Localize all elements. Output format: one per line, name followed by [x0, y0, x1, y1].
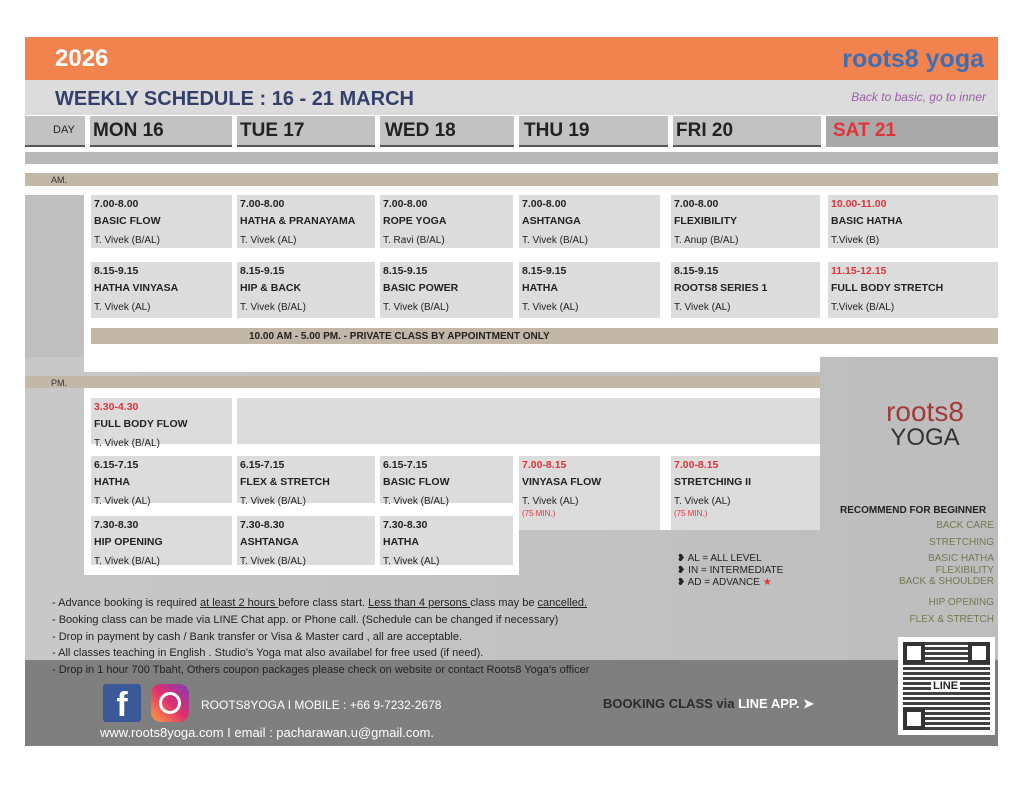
class-instructor: T. Vivek (B/AL): [94, 556, 160, 567]
class-instructor: T. Vivek (B/AL): [522, 235, 588, 246]
logo-subtext: YOGA: [890, 424, 960, 451]
class-cell: [671, 262, 820, 318]
class-cell: [671, 195, 820, 248]
recommend-title: RECOMMEND FOR BEGINNER: [840, 505, 987, 516]
recommend-item: FLEX & STRETCH: [909, 614, 994, 625]
class-name: FULL BODY STRETCH: [831, 282, 944, 294]
booking-cta[interactable]: BOOKING CLASS via LINE APP. ➤: [603, 696, 815, 711]
header-bar: [25, 37, 998, 80]
class-name: FLEXIBILITY: [674, 215, 737, 227]
class-name: VINYASA FLOW: [522, 476, 602, 488]
am-band: [25, 173, 998, 186]
class-instructor: T.Vivek (B): [831, 235, 880, 246]
day-sat: SAT 21: [833, 120, 897, 141]
roots8-logo: [870, 398, 980, 458]
day-wed: WED 18: [385, 120, 456, 141]
class-name: FULL BODY FLOW: [94, 418, 188, 430]
class-instructor: T. Vivek (B/AL): [383, 496, 449, 507]
divider-band: [25, 152, 998, 164]
brand-name: roots8 yoga: [842, 45, 984, 73]
star-icon: ★: [762, 577, 772, 588]
legend-ad: ❥ AD = ADVANCE ★: [677, 577, 772, 588]
class-time: 7.00-8.15: [674, 459, 719, 471]
rule-booking: - Advance booking is required at least 2 hours before class start. Less than 4 persons class may be cancelled.: [52, 597, 588, 609]
day-mon: MON 16: [93, 120, 164, 141]
class-time: 6.15-7.15: [240, 459, 285, 471]
class-cell: [91, 456, 232, 507]
class-instructor: T. Anup (B/AL): [674, 235, 739, 246]
class-cell: [91, 195, 232, 248]
class-time: 11.15-12.15: [831, 265, 887, 277]
rule-line: - Booking class can be made via LINE Chat app. or Phone call. (Schedule can be changed if necessary): [52, 614, 559, 626]
class-cell: [380, 262, 513, 318]
class-time: 8.15-9.15: [383, 265, 428, 277]
instagram-icon[interactable]: [151, 684, 189, 722]
class-name: ASHTANGA: [522, 215, 581, 227]
class-instructor: T. Vivek (B/AL): [240, 302, 306, 313]
class-cell: [91, 262, 232, 318]
class-time: 6.15-7.15: [383, 459, 428, 471]
class-name: ROOTS8 SERIES 1: [674, 282, 768, 294]
contact-info: ROOTS8YOGA I MOBILE : +66 9-7232-2678: [201, 698, 442, 712]
recommend-item: BACK CARE: [936, 520, 994, 531]
class-cell: [828, 195, 998, 248]
am-label: AM.: [51, 175, 68, 185]
class-duration-note: (75 MIN.): [674, 509, 708, 518]
class-name: HATHA & PRANAYAMA: [240, 215, 356, 227]
arrow-icon: ➤: [803, 696, 815, 711]
class-time: 7.00-8.00: [383, 198, 428, 210]
class-instructor: T. Vivek (AL): [94, 302, 151, 313]
class-time: 10.00-11.00: [831, 198, 887, 210]
title-bar: [25, 80, 998, 115]
pm-label: PM.: [51, 378, 68, 388]
empty-slot: [237, 398, 820, 444]
class-instructor: T. Vivek (B/AL): [240, 496, 306, 507]
legend-in: ❥ IN = INTERMEDIATE: [677, 565, 784, 576]
class-name: FLEX & STRETCH: [240, 476, 330, 488]
class-name: HATHA: [383, 536, 419, 548]
class-cell: [380, 516, 513, 565]
rule-line: - Drop in 1 hour 700 Tbaht, Others coupon packages please check on website or contact Roots8 Yoga's officer: [52, 664, 590, 676]
class-time: 7.00-8.00: [94, 198, 139, 210]
rule-line: - Drop in payment by cash / Bank transfer or Visa & Master card , all are acceptable.: [52, 631, 463, 643]
class-instructor: T. Vivek (B/AL): [240, 556, 306, 567]
class-time: 7.30-8.30: [94, 519, 139, 531]
recommend-item: STRETCHING: [929, 537, 994, 548]
website-email[interactable]: www.roots8yoga.com I email : pacharawan.u@gmail.com.: [100, 725, 435, 740]
year: 2026: [55, 45, 109, 72]
class-time: 7.00-8.00: [240, 198, 285, 210]
day-label: DAY: [53, 124, 75, 136]
class-instructor: T.Vivek (B/AL): [831, 302, 895, 313]
class-cell: [519, 262, 660, 318]
class-instructor: T. Vivek (AL): [522, 302, 579, 313]
class-cell: [519, 195, 660, 248]
class-name: HATHA: [94, 476, 130, 488]
class-instructor: T. Vivek (AL): [674, 302, 731, 313]
rule-line: - All classes teaching in English . Studio's Yoga mat also availabel for free used (if need).: [52, 647, 484, 659]
class-cell: [671, 456, 820, 530]
class-name: BASIC HATHA: [831, 215, 903, 227]
page-title: WEEKLY SCHEDULE : 16 - 21 MARCH: [55, 88, 414, 110]
line-qr-code[interactable]: [898, 637, 995, 735]
recommend-item: HIP OPENING: [928, 597, 994, 608]
class-instructor: T. Vivek (B/AL): [383, 302, 449, 313]
class-time: 7.30-8.30: [383, 519, 428, 531]
class-time: 3.30-4.30: [94, 401, 139, 413]
class-name: BASIC FLOW: [94, 215, 161, 227]
class-time: 6.15-7.15: [94, 459, 139, 471]
class-instructor: T. Vivek (AL): [94, 496, 151, 507]
class-cell: [237, 456, 375, 507]
recommend-item: FLEXIBILITY: [935, 565, 994, 576]
day-tue: TUE 17: [240, 120, 305, 141]
class-cell: [828, 262, 998, 318]
class-cell: [91, 398, 232, 449]
class-instructor: T. Vivek (AL): [383, 556, 440, 567]
class-instructor: T. Vivek (B/AL): [94, 438, 160, 449]
class-instructor: T. Ravi (B/AL): [383, 235, 445, 246]
class-instructor: T. Vivek (AL): [674, 496, 731, 507]
qr-label: LINE: [933, 680, 959, 692]
day-thu: THU 19: [524, 120, 590, 141]
class-time: 8.15-9.15: [522, 265, 567, 277]
class-cell: [519, 456, 660, 530]
class-cell: [380, 195, 513, 248]
class-instructor: T. Vivek (AL): [240, 235, 297, 246]
class-instructor: T. Vivek (B/AL): [94, 235, 160, 246]
class-name: HATHA VINYASA: [94, 282, 179, 294]
class-name: HIP & BACK: [240, 282, 302, 294]
class-time: 8.15-9.15: [240, 265, 285, 277]
recommend-item: BACK & SHOULDER: [898, 576, 994, 587]
facebook-icon[interactable]: f: [103, 684, 141, 722]
class-time: 7.30-8.30: [240, 519, 285, 531]
recommend-item: BASIC HATHA: [928, 553, 994, 564]
class-instructor: T. Vivek (AL): [522, 496, 579, 507]
private-class-banner: 10.00 AM - 5.00 PM. - PRIVATE CLASS BY APPOINTMENT ONLY: [91, 328, 998, 344]
pm-band: [25, 376, 820, 388]
class-time: 7.00-8.15: [522, 459, 567, 471]
class-name: HATHA: [522, 282, 558, 294]
class-time: 7.00-8.00: [522, 198, 567, 210]
class-name: STRETCHING II: [674, 476, 752, 488]
day-header-row: [25, 116, 998, 147]
class-cell: [91, 516, 232, 565]
class-cell: [380, 456, 513, 507]
class-name: BASIC FLOW: [383, 476, 450, 488]
class-cell: [237, 195, 375, 248]
class-name: ASHTANGA: [240, 536, 299, 548]
class-duration-note: (75 MIN.): [522, 509, 556, 518]
class-name: ROPE YOGA: [383, 215, 447, 227]
logo-text: roots8: [886, 396, 964, 427]
left-column: [25, 195, 84, 357]
legend-al: ❥ AL = ALL LEVEL: [677, 553, 762, 564]
class-time: 8.15-9.15: [94, 265, 139, 277]
day-fri: FRI 20: [676, 120, 734, 141]
class-time: 8.15-9.15: [674, 265, 719, 277]
class-name: HIP OPENING: [94, 536, 163, 548]
class-cell: [237, 262, 375, 318]
tagline: Back to basic, go to inner: [851, 90, 986, 104]
class-time: 7.00-8.00: [674, 198, 719, 210]
class-cell: [237, 516, 375, 565]
class-name: BASIC POWER: [383, 282, 459, 294]
